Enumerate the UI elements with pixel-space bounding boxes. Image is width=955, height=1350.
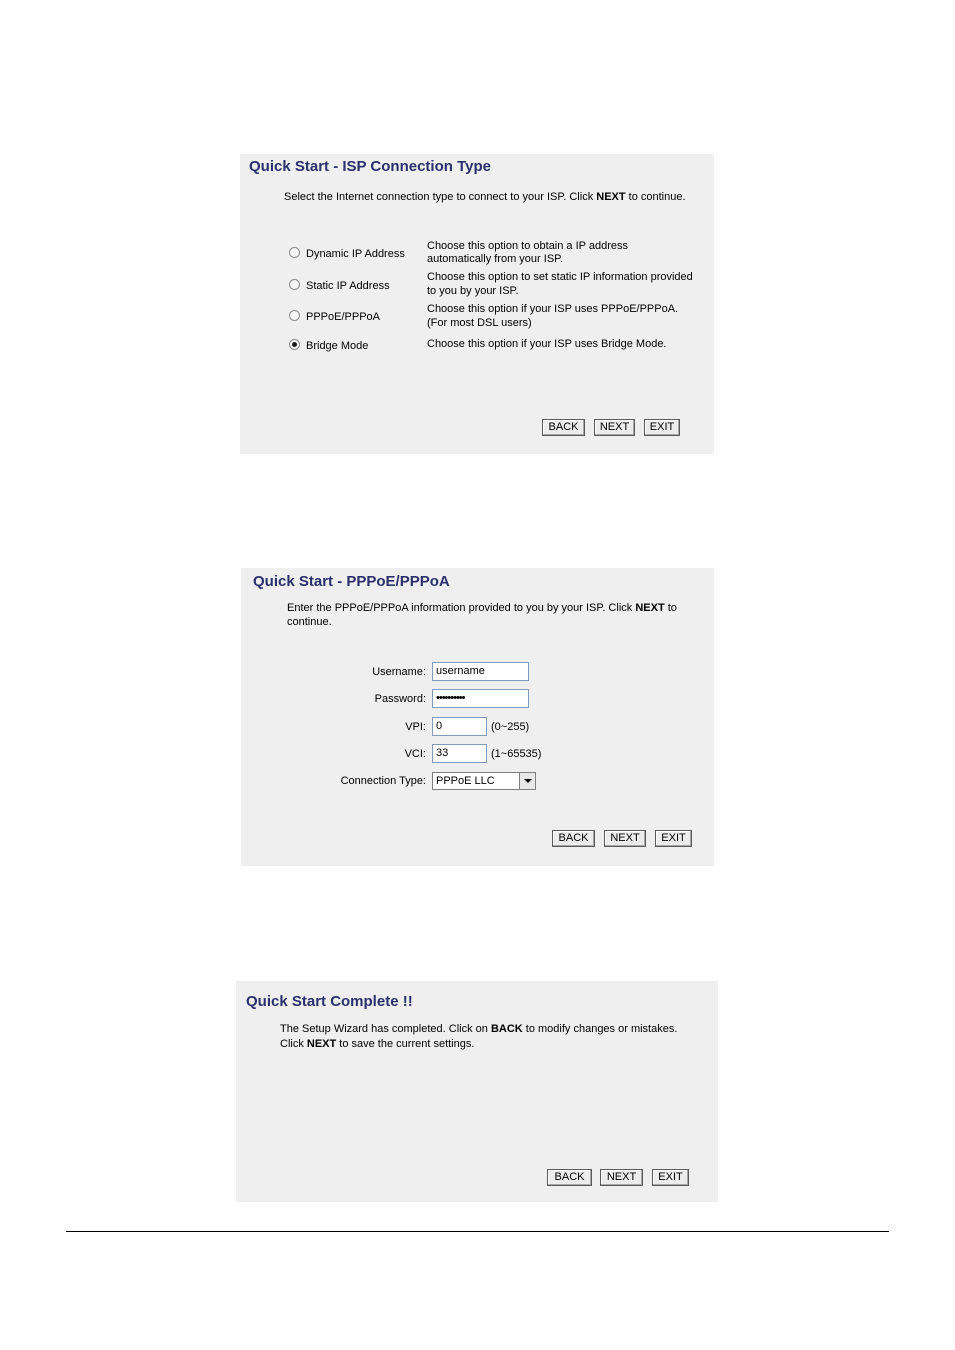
desc-dynamic-ip-2: automatically from your ISP.: [427, 253, 564, 265]
password-label: Password:: [374, 693, 426, 705]
next-button[interactable]: NEXT: [600, 1169, 643, 1186]
back-button[interactable]: BACK: [547, 1169, 592, 1186]
label-pppoe[interactable]: PPPoE/PPPoA: [306, 311, 380, 323]
desc-static-ip-1: Choose this option to set static IP information provided: [427, 271, 693, 283]
vci-field[interactable]: 33: [432, 744, 487, 763]
panel-title: Quick Start Complete !!: [246, 993, 413, 1010]
label-dynamic-ip[interactable]: Dynamic IP Address: [306, 248, 405, 260]
desc-pppoe-1: Choose this option if your ISP uses PPPoE/PPPoA.: [427, 303, 679, 315]
back-button[interactable]: BACK: [542, 419, 585, 436]
line1-bold: BACK: [490, 1023, 523, 1035]
intro-text-bold: NEXT: [596, 191, 626, 203]
next-button[interactable]: NEXT: [594, 419, 635, 436]
vpi-field[interactable]: 0: [432, 717, 487, 736]
line2-bold: NEXT: [306, 1038, 337, 1050]
line1-end: to modify changes or mistakes.: [522, 1023, 678, 1035]
connection-type-label: Connection Type:: [340, 775, 426, 787]
intro-text-start: Enter the PPPoE/PPPoA information provided to you by your ISP. Click: [287, 602, 636, 614]
intro-text-end: to continue.: [625, 191, 686, 203]
connection-type-select[interactable]: [432, 772, 536, 790]
footer-divider: [66, 1231, 889, 1232]
line1-start: The Setup Wizard has completed. Click on: [280, 1023, 491, 1035]
back-button[interactable]: BACK: [552, 830, 595, 847]
desc-bridge-mode-1: Choose this option if your ISP uses Bridge Mode.: [427, 338, 667, 350]
next-button[interactable]: NEXT: [604, 830, 646, 847]
line2-start: Click: [280, 1038, 307, 1050]
username-label: Username:: [372, 666, 426, 678]
radio-dynamic-ip[interactable]: [289, 247, 300, 258]
completion-text-line2: [280, 1037, 474, 1051]
intro-text-bold: NEXT: [635, 602, 665, 614]
vpi-label: VPI:: [405, 721, 426, 733]
vpi-range-hint: (0~255): [491, 721, 530, 733]
line2-end: to save the current settings.: [336, 1038, 475, 1050]
desc-pppoe-2: (For most DSL users): [427, 317, 532, 329]
quick-start-complete-panel: [236, 981, 718, 1202]
vci-range-hint: (1~65535): [491, 748, 542, 760]
label-bridge-mode[interactable]: Bridge Mode: [306, 340, 369, 352]
chevron-down-icon[interactable]: [519, 773, 535, 789]
intro-text-line2: continue.: [287, 616, 332, 628]
radio-bridge-mode[interactable]: [289, 339, 300, 350]
panel-title: Quick Start - ISP Connection Type: [249, 158, 491, 175]
panel-title: Quick Start - PPPoE/PPPoA: [253, 573, 450, 590]
vci-label: VCI:: [404, 748, 426, 760]
exit-button[interactable]: EXIT: [655, 830, 692, 847]
intro-text: [284, 190, 686, 204]
isp-connection-type-panel: [240, 154, 714, 454]
radio-static-ip[interactable]: [289, 279, 300, 290]
completion-text-line1: [280, 1022, 677, 1036]
connection-type-value: PPPoE LLC: [436, 775, 495, 787]
username-field[interactable]: username: [432, 662, 529, 681]
intro-text: [287, 601, 677, 615]
intro-text-end: to: [664, 602, 677, 614]
radio-pppoe[interactable]: [289, 310, 300, 321]
pppoe-panel: [241, 568, 714, 866]
desc-static-ip-2: to you by your ISP.: [427, 285, 519, 297]
label-static-ip[interactable]: Static IP Address: [306, 280, 390, 292]
password-field[interactable]: ••••••••••: [432, 689, 529, 708]
exit-button[interactable]: EXIT: [644, 419, 680, 436]
intro-text-start: Select the Internet connection type to connect to your ISP. Click: [284, 191, 597, 203]
desc-dynamic-ip-1: Choose this option to obtain a IP address: [427, 240, 628, 252]
exit-button[interactable]: EXIT: [652, 1169, 689, 1186]
